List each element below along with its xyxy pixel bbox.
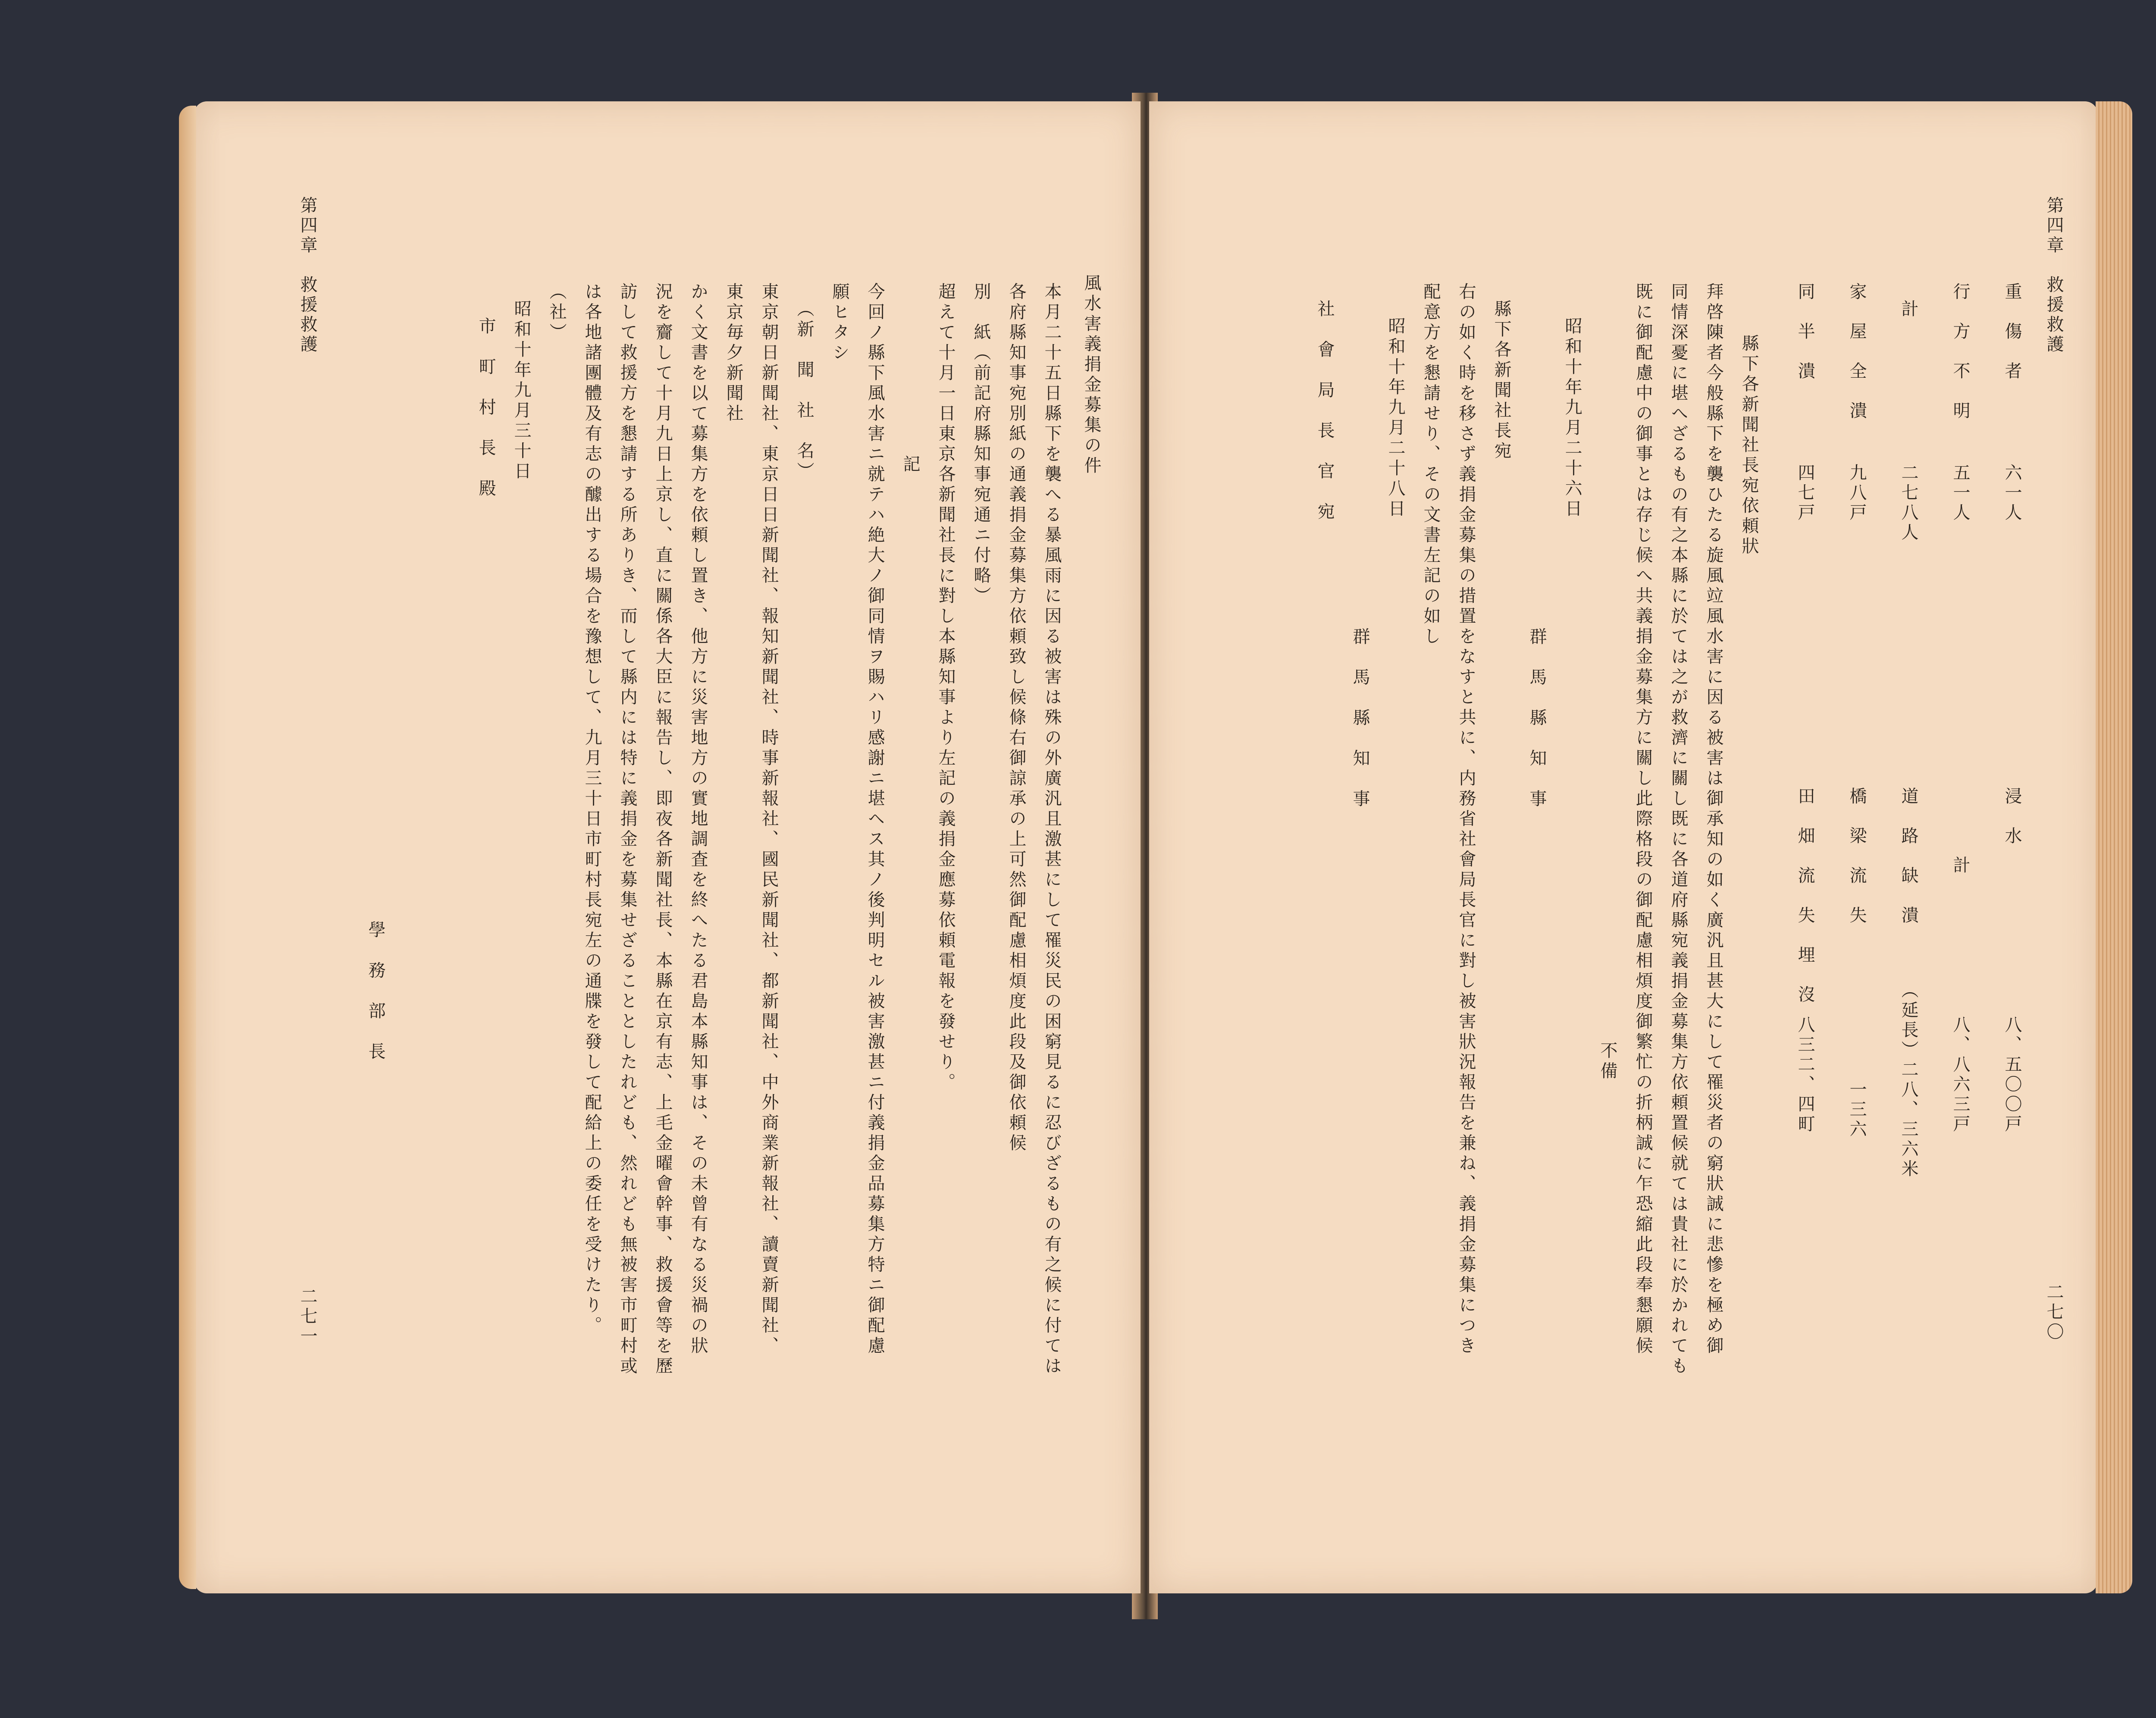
left-body bbox=[470, 282, 1069, 1555]
right-line-1: 拜啓陳者今般縣下を襲ひたる旋風竝風水害に因る被害は御承知の如く廣汎且甚大にして罹災者の窮狀誠に悲慘を極め御 bbox=[1704, 282, 1724, 1357]
right-page-header: 第四章 救援救護 bbox=[2044, 196, 2064, 355]
left-page-number: 二七一 bbox=[298, 1287, 317, 1347]
left-line-11: かく文書を以て募集方を依頼し置き、他方に災害地方の實地調査を終へたる君島本縣知事は、その未曾有なる災禍の狀 bbox=[688, 282, 708, 1357]
damage-table bbox=[1787, 282, 2029, 1179]
right-line-4: 不備 bbox=[1598, 1041, 1617, 1082]
left-heading-col bbox=[1074, 205, 1109, 477]
left-line-2: 各府縣知事宛別紙の通義捐金募集方依頼致し候條右御諒承の上可然御配慮相煩度此段及御依頼候 bbox=[1006, 282, 1026, 1154]
right-page bbox=[1149, 101, 2098, 1593]
right-line-5: 昭和十年九月二十六日 bbox=[1562, 317, 1582, 520]
left-line-13: 訪して救援方を懇請する所ありき、而して縣内には特に義捐金を募集せざることとしたれども、然れども無被害市町村或 bbox=[617, 282, 637, 1377]
damage-value: 八、五〇〇戸 bbox=[2002, 1016, 2022, 1135]
left-heading: 風水害義捐金募集の件 bbox=[1081, 274, 1101, 477]
damage-label: 行 方 不 明 bbox=[1950, 282, 1970, 421]
damage-value: 六一人 bbox=[2002, 464, 2022, 523]
left-line-14: は各地諸團體及有志の醵出する場合を豫想して、九月三十日市町村長宛左の通牒を發して配給上の委任を受けたり。 bbox=[582, 282, 602, 1336]
left-line-4: 超えて十月一日東京各新聞社長に對し本縣知事より左記の義捐金應募依頼電報を發せり。 bbox=[936, 282, 956, 1093]
damage-label: 計 bbox=[1899, 300, 1918, 320]
damage-label: 計 bbox=[1950, 856, 1970, 876]
damage-value: 一三六 bbox=[1847, 1080, 1867, 1140]
damage-value: 八、八六三戸 bbox=[1950, 1016, 1970, 1135]
left-page bbox=[194, 101, 1141, 1593]
right-body bbox=[1205, 282, 1731, 1555]
right-line-11: 群 馬 縣 知 事 bbox=[1350, 627, 1370, 810]
damage-label: 道 路 缺 潰 bbox=[1899, 787, 1918, 926]
open-book bbox=[177, 93, 2143, 1619]
left-page-header: 第四章 救援救護 bbox=[298, 196, 317, 355]
damage-label: 田 畑 流 失 埋 沒 bbox=[1795, 787, 1815, 1005]
left-line-5: 記 bbox=[900, 455, 920, 475]
right-heading: 縣下各新聞社長宛依頼狀 bbox=[1739, 334, 1759, 557]
right-line-12: 社 會 局 長 官 宛 bbox=[1315, 300, 1335, 523]
left-signature: 學 務 部 長 bbox=[366, 921, 385, 1063]
left-line-7: 願ヒタシ bbox=[830, 282, 849, 364]
left-line-17: 市 町 村 長 殿 bbox=[476, 317, 496, 499]
left-line-9: 東京朝日新聞社、東京日日新聞社、報知新聞社、時事新報社、國民新聞社、都新聞社、中外商業新報社、讀賣新聞社、 bbox=[759, 282, 779, 1357]
right-line-10: 昭和十年九月二十八日 bbox=[1385, 317, 1405, 520]
right-line-3: 既に御配慮中の御事とは存じ候へ共義捐金募集方に關し此際格段の御配慮相煩度御繁忙の折柄誠に乍恐縮此段奉懇願候 bbox=[1633, 282, 1653, 1357]
damage-value: （延長）二八、三六米 bbox=[1899, 981, 1918, 1179]
left-signature-col bbox=[358, 921, 393, 1063]
damage-value: 九八戸 bbox=[1847, 464, 1867, 523]
right-line-9: 配意方を懇請せり、その文書左記の如し bbox=[1421, 282, 1441, 647]
left-line-15: （社） bbox=[547, 282, 567, 343]
left-line-1: 本月二十五日縣下を襲へる暴風雨に因る被害は殊の外廣汎且激甚にして罹災民の困窮見るに忍びざるもの有之候に付ては bbox=[1042, 282, 1062, 1377]
right-page-number: 二七〇 bbox=[2044, 1283, 2064, 1342]
damage-value: 四七戸 bbox=[1795, 464, 1815, 523]
damage-value: 八三二、四町 bbox=[1795, 1016, 1815, 1135]
left-line-12: 況を齎して十月九日上京し、直に關係各大臣に報告し、即夜各新聞社長、本縣在京有志、上毛金曜會幹事、救援會等を歷 bbox=[653, 282, 673, 1377]
damage-label: 家 屋 全 潰 bbox=[1847, 282, 1867, 421]
damage-label: 重 傷 者 bbox=[2002, 282, 2022, 382]
damage-value: 二七八人 bbox=[1899, 464, 1918, 543]
damage-label: 浸 水 bbox=[2002, 787, 2022, 846]
right-line-2: 同情深憂に堪へざるもの有之本縣に於ては之が救濟に關し既に各道府縣宛義捐金募集方依頼置候就ては貴社に於かれても bbox=[1668, 282, 1688, 1377]
right-line-7: 縣下各新聞社長宛 bbox=[1492, 300, 1511, 462]
right-heading-col bbox=[1731, 282, 1767, 557]
damage-label: 同 半 潰 bbox=[1795, 282, 1815, 382]
damage-label: 橋 梁 流 失 bbox=[1847, 787, 1867, 926]
right-line-6: 群 馬 縣 知 事 bbox=[1527, 627, 1547, 810]
left-line-6: 今回ノ縣下風水害ニ就テハ絶大ノ御同情ヲ賜ハリ感謝ニ堪ヘス其ノ後判明セル被害激甚ニ付義捐金品募集方特ニ御配慮 bbox=[865, 282, 885, 1357]
left-line-10: 東京毎夕新聞社 bbox=[724, 282, 743, 424]
left-line-8: （新 聞 社 名） bbox=[794, 300, 814, 482]
right-line-8: 右の如く時を移さず義捐金募集の措置をなすと共に、内務省社會局長官に對し被害狀況報告を兼ね、義捐金募集につき bbox=[1456, 282, 1476, 1357]
left-line-3: 別 紙（前記府縣知事宛通ニ付略） bbox=[971, 282, 991, 607]
left-line-16: 昭和十年九月三十日 bbox=[511, 300, 531, 482]
damage-value: 五一人 bbox=[1950, 464, 1970, 523]
